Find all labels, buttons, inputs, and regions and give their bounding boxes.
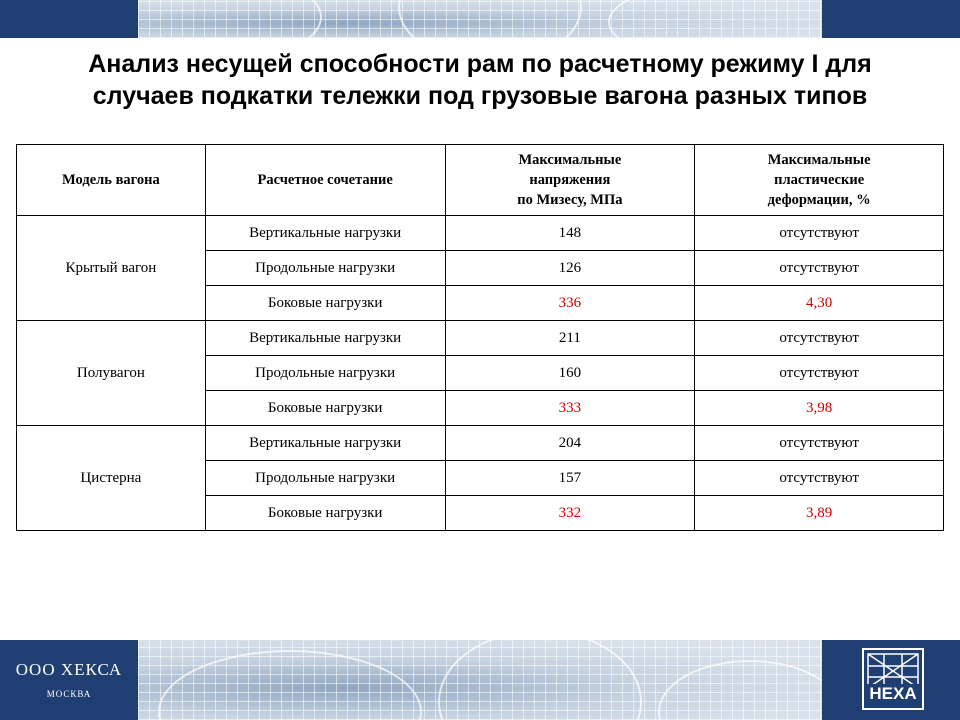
load-cell: Боковые нагрузки: [205, 286, 445, 321]
logo-text: HEXA: [864, 684, 922, 704]
hexa-logo: [862, 648, 924, 710]
header-stress-line: напряжения: [529, 172, 611, 188]
model-cell: Полувагон: [17, 321, 206, 426]
load-cell: Продольные нагрузки: [205, 251, 445, 286]
table-row: [17, 426, 944, 461]
bottom-mesh-image: [138, 640, 822, 720]
table-row: [17, 216, 944, 251]
deformation-cell-highlight: 4,30: [695, 286, 944, 321]
header-stress-line: по Мизесу, МПа: [517, 192, 623, 208]
deformation-cell-highlight: 3,89: [695, 496, 944, 531]
load-cell: Вертикальные нагрузки: [205, 426, 445, 461]
top-mesh-image: [138, 0, 822, 38]
header-deform-line: пластические: [774, 172, 865, 188]
page-title: [30, 48, 930, 112]
stress-cell: 204: [445, 426, 695, 461]
stress-cell: 126: [445, 251, 695, 286]
stress-cell: 211: [445, 321, 695, 356]
load-cell: Боковые нагрузки: [205, 496, 445, 531]
header-stress: [445, 145, 695, 216]
deformation-cell: отсутствуют: [695, 461, 944, 496]
header-model: Модель вагона: [17, 145, 206, 216]
table-header-row: [17, 145, 944, 216]
deformation-cell-highlight: 3,98: [695, 391, 944, 426]
deformation-cell: отсутствуют: [695, 426, 944, 461]
deformation-cell: отсутствуют: [695, 356, 944, 391]
header-deform-line: Максимальные: [767, 152, 871, 168]
results-table: [16, 144, 944, 531]
stress-cell: 157: [445, 461, 695, 496]
header-deformation: [695, 145, 944, 216]
load-cell: Вертикальные нагрузки: [205, 216, 445, 251]
stress-cell: 148: [445, 216, 695, 251]
stress-cell-highlight: 336: [445, 286, 695, 321]
load-cell: Продольные нагрузки: [205, 356, 445, 391]
deformation-cell: отсутствуют: [695, 216, 944, 251]
stress-cell-highlight: 332: [445, 496, 695, 531]
load-cell: Продольные нагрузки: [205, 461, 445, 496]
header-deform-line: деформации, %: [767, 192, 871, 208]
load-cell: Боковые нагрузки: [205, 391, 445, 426]
company-name: ООО ХЕКСА: [15, 660, 123, 679]
header-stress-line: Максимальные: [518, 152, 622, 168]
stress-cell: 160: [445, 356, 695, 391]
title-line-1: Анализ несущей способности рам по расчетному режиму I для: [88, 50, 872, 78]
company-block: [0, 640, 138, 720]
stress-cell-highlight: 333: [445, 391, 695, 426]
model-cell: Крытый вагон: [17, 216, 206, 321]
table-row: [17, 321, 944, 356]
company-city: МОСКВА: [46, 689, 92, 699]
deformation-cell: отсутствуют: [695, 251, 944, 286]
deformation-cell: отсутствуют: [695, 321, 944, 356]
model-cell: Цистерна: [17, 426, 206, 531]
load-cell: Вертикальные нагрузки: [205, 321, 445, 356]
title-line-2: случаев подкатки тележки под грузовые вагона разных типов: [92, 82, 868, 110]
header-combination: Расчетное сочетание: [205, 145, 445, 216]
